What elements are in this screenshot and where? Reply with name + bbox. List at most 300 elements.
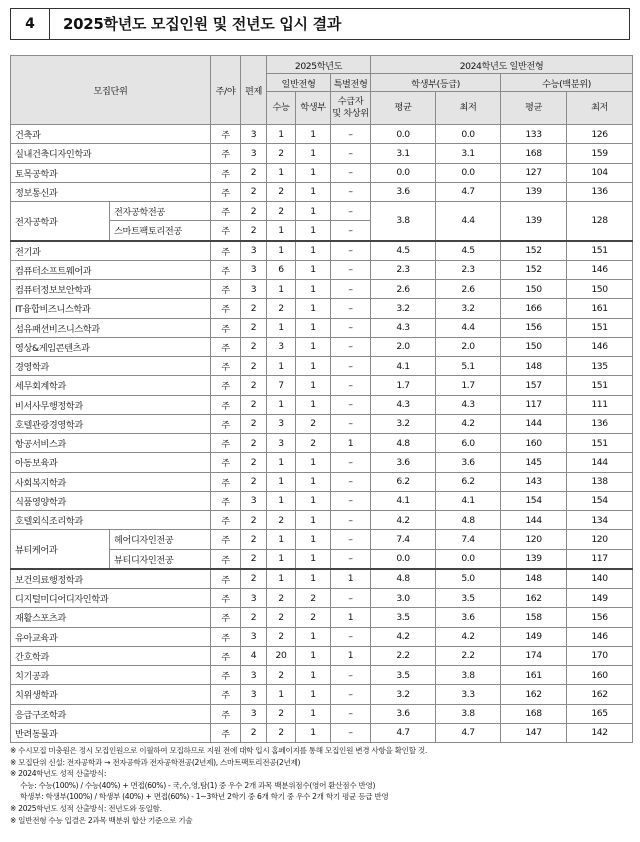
- quota-hakssaengbu: 1: [296, 163, 331, 182]
- major-name: 뷰티디자인전공: [110, 549, 211, 569]
- table-row: [11, 511, 633, 530]
- suneung-min: 151: [567, 376, 633, 395]
- quota-special: 1: [331, 569, 371, 589]
- day-night: 주: [211, 241, 241, 261]
- major-name: 전자공학전공: [110, 202, 211, 221]
- quota-special: –: [331, 511, 371, 530]
- day-night: 주: [211, 260, 241, 279]
- suneung-min: 165: [567, 704, 633, 723]
- quota-hakssaengbu: 1: [296, 569, 331, 589]
- header-suneung-avg: 평균: [501, 92, 567, 125]
- record-min: 1.7: [436, 376, 501, 395]
- dept-name: 경영학과: [11, 357, 211, 376]
- suneung-avg: 154: [501, 491, 567, 510]
- record-avg: 4.1: [371, 491, 436, 510]
- suneung-avg: 139: [501, 202, 567, 241]
- dept-name: 항공서비스과: [11, 434, 211, 453]
- years: 2: [241, 530, 267, 549]
- record-min: 4.4: [436, 202, 501, 241]
- quota-suneung: 1: [267, 530, 296, 549]
- header-general: 일반전형: [267, 74, 331, 92]
- day-night: 주: [211, 144, 241, 163]
- quota-special: –: [331, 299, 371, 318]
- record-min: 4.2: [436, 627, 501, 646]
- dept-name: 정보통신과: [11, 182, 211, 201]
- record-min: 3.6: [436, 608, 501, 627]
- record-avg: 4.1: [371, 357, 436, 376]
- suneung-min: 144: [567, 453, 633, 472]
- footnote: 학생부: 학생부(100%) / 학생부 (40%) + 면접(60%) - 1~3학년 2학기 중 6개 학기 중 우수 2개 학기 평균 등급 반영: [20, 792, 389, 802]
- day-night: 주: [211, 337, 241, 356]
- suneung-min: 156: [567, 608, 633, 627]
- quota-hakssaengbu: 2: [296, 589, 331, 608]
- quota-suneung: 1: [267, 549, 296, 569]
- years: 3: [241, 260, 267, 279]
- dept-name: 컴퓨터정보보안학과: [11, 280, 211, 299]
- quota-special: –: [331, 395, 371, 414]
- years: 2: [241, 202, 267, 221]
- years: 2: [241, 608, 267, 627]
- years: 2: [241, 299, 267, 318]
- record-avg: 3.2: [371, 685, 436, 704]
- record-min: 3.3: [436, 685, 501, 704]
- table-row: [11, 608, 633, 627]
- quota-special: –: [331, 144, 371, 163]
- years: 2: [241, 376, 267, 395]
- years: 2: [241, 569, 267, 589]
- table-row: [11, 318, 633, 337]
- quota-suneung: 2: [267, 704, 296, 723]
- day-night: 주: [211, 125, 241, 144]
- quota-suneung: 1: [267, 163, 296, 182]
- suneung-avg: 144: [501, 511, 567, 530]
- dept-name: 호텔관광경영학과: [11, 414, 211, 433]
- record-min: 4.7: [436, 182, 501, 201]
- day-night: 주: [211, 202, 241, 221]
- quota-hakssaengbu: 1: [296, 395, 331, 414]
- suneung-min: 159: [567, 144, 633, 163]
- suneung-min: 149: [567, 589, 633, 608]
- quota-special: –: [331, 666, 371, 685]
- record-avg: 3.1: [371, 144, 436, 163]
- record-min: 2.0: [436, 337, 501, 356]
- suneung-avg: 158: [501, 608, 567, 627]
- record-min: 5.0: [436, 569, 501, 589]
- dept-name: 섬유패션비즈니스학과: [11, 318, 211, 337]
- quota-suneung: 1: [267, 472, 296, 491]
- quota-hakssaengbu: 1: [296, 627, 331, 646]
- record-avg: 3.5: [371, 608, 436, 627]
- quota-special: –: [331, 202, 371, 221]
- day-night: 주: [211, 395, 241, 414]
- suneung-avg: 127: [501, 163, 567, 182]
- years: 3: [241, 685, 267, 704]
- quota-hakssaengbu: 1: [296, 144, 331, 163]
- table-row: [11, 685, 633, 704]
- record-avg: 7.4: [371, 530, 436, 549]
- record-min: 4.7: [436, 723, 501, 742]
- day-night: 주: [211, 182, 241, 201]
- suneung-min: 126: [567, 125, 633, 144]
- table-row: [11, 357, 633, 376]
- table-body: [11, 125, 633, 743]
- day-night: 주: [211, 376, 241, 395]
- quota-special: –: [331, 491, 371, 510]
- day-night: 주: [211, 723, 241, 742]
- section-number: 4: [11, 9, 50, 39]
- quota-hakssaengbu: 1: [296, 318, 331, 337]
- record-avg: 4.8: [371, 434, 436, 453]
- record-min: 5.1: [436, 357, 501, 376]
- record-min: 4.3: [436, 395, 501, 414]
- header-hakssaengbu: 학생부: [296, 92, 331, 125]
- table-row: [11, 530, 633, 549]
- suneung-avg: 150: [501, 337, 567, 356]
- suneung-min: 142: [567, 723, 633, 742]
- suneung-avg: 166: [501, 299, 567, 318]
- day-night: 주: [211, 704, 241, 723]
- quota-suneung: 3: [267, 414, 296, 433]
- day-night: 주: [211, 608, 241, 627]
- quota-special: –: [331, 627, 371, 646]
- section-title: 2025학년도 모집인원 및 전년도 입시 결과: [63, 15, 342, 33]
- quota-special: –: [331, 704, 371, 723]
- quota-suneung: 2: [267, 666, 296, 685]
- suneung-min: 146: [567, 260, 633, 279]
- record-min: 3.1: [436, 144, 501, 163]
- years: 2: [241, 472, 267, 491]
- dept-name: 호텔외식조리학과: [11, 511, 211, 530]
- years: 3: [241, 704, 267, 723]
- quota-special: –: [331, 163, 371, 182]
- suneung-avg: 145: [501, 453, 567, 472]
- record-min: 0.0: [436, 549, 501, 569]
- quota-suneung: 1: [267, 685, 296, 704]
- table-row: [11, 627, 633, 646]
- suneung-min: 161: [567, 299, 633, 318]
- years: 3: [241, 491, 267, 510]
- day-night: 주: [211, 414, 241, 433]
- suneung-min: 135: [567, 357, 633, 376]
- dept-name: 보건의료행정학과: [11, 569, 211, 589]
- header-record-avg: 평균: [371, 92, 436, 125]
- quota-hakssaengbu: 2: [296, 608, 331, 627]
- quota-hakssaengbu: 1: [296, 357, 331, 376]
- day-night: 주: [211, 434, 241, 453]
- suneung-avg: 168: [501, 144, 567, 163]
- record-min: 3.5: [436, 589, 501, 608]
- quota-hakssaengbu: 1: [296, 299, 331, 318]
- dept-name: 건축과: [11, 125, 211, 144]
- years: 3: [241, 125, 267, 144]
- table-row: [11, 395, 633, 414]
- dept-name: 토목공학과: [11, 163, 211, 182]
- suneung-avg: 162: [501, 685, 567, 704]
- suneung-avg: 161: [501, 666, 567, 685]
- record-avg: 1.7: [371, 376, 436, 395]
- header-suneung: 수능: [267, 92, 296, 125]
- quota-hakssaengbu: 1: [296, 376, 331, 395]
- record-avg: 3.6: [371, 182, 436, 201]
- header-day-night: 주/야: [211, 56, 241, 125]
- years: 2: [241, 357, 267, 376]
- suneung-min: 136: [567, 182, 633, 201]
- record-avg: 4.8: [371, 569, 436, 589]
- record-avg: 6.2: [371, 472, 436, 491]
- section-title-bar: [10, 8, 630, 40]
- header-suneung-min: 최저: [567, 92, 633, 125]
- table-row: [11, 704, 633, 723]
- suneung-avg: 147: [501, 723, 567, 742]
- suneung-min: 162: [567, 685, 633, 704]
- quota-hakssaengbu: 1: [296, 666, 331, 685]
- quota-hakssaengbu: 1: [296, 472, 331, 491]
- suneung-avg: 160: [501, 434, 567, 453]
- suneung-min: 117: [567, 549, 633, 569]
- header-special: 특별전형: [331, 74, 371, 92]
- suneung-min: 170: [567, 646, 633, 665]
- years: 4: [241, 646, 267, 665]
- suneung-min: 146: [567, 627, 633, 646]
- years: 2: [241, 318, 267, 337]
- suneung-min: 151: [567, 241, 633, 261]
- record-min: 3.2: [436, 299, 501, 318]
- quota-suneung: 1: [267, 221, 296, 241]
- day-night: 주: [211, 299, 241, 318]
- header-2024: 2024학년도 일반전형: [371, 56, 633, 74]
- day-night: 주: [211, 280, 241, 299]
- record-min: 3.8: [436, 704, 501, 723]
- quota-special: –: [331, 472, 371, 491]
- suneung-avg: 117: [501, 395, 567, 414]
- record-min: 2.3: [436, 260, 501, 279]
- quota-suneung: 2: [267, 144, 296, 163]
- quota-hakssaengbu: 1: [296, 337, 331, 356]
- record-avg: 3.6: [371, 453, 436, 472]
- suneung-min: 160: [567, 666, 633, 685]
- record-avg: 2.6: [371, 280, 436, 299]
- quota-special: –: [331, 530, 371, 549]
- quota-suneung: 1: [267, 318, 296, 337]
- quota-special: –: [331, 182, 371, 201]
- quota-hakssaengbu: 2: [296, 414, 331, 433]
- header-grade: 편제: [241, 56, 267, 125]
- table-row: [11, 202, 633, 221]
- quota-special: 1: [331, 608, 371, 627]
- record-min: 3.6: [436, 453, 501, 472]
- record-avg: 2.2: [371, 646, 436, 665]
- record-avg: 4.2: [371, 511, 436, 530]
- day-night: 주: [211, 646, 241, 665]
- suneung-avg: 150: [501, 280, 567, 299]
- quota-suneung: 2: [267, 589, 296, 608]
- day-night: 주: [211, 685, 241, 704]
- record-min: 6.2: [436, 472, 501, 491]
- record-avg: 0.0: [371, 125, 436, 144]
- quota-suneung: 2: [267, 202, 296, 221]
- dept-name: 실내건축디자인학과: [11, 144, 211, 163]
- quota-special: –: [331, 260, 371, 279]
- quota-special: –: [331, 589, 371, 608]
- dept-name: 치위생학과: [11, 685, 211, 704]
- quota-hakssaengbu: 1: [296, 202, 331, 221]
- quota-special: 1: [331, 434, 371, 453]
- quota-special: –: [331, 549, 371, 569]
- record-avg: 3.2: [371, 414, 436, 433]
- table-row: [11, 241, 633, 261]
- table-row: [11, 280, 633, 299]
- quota-suneung: 2: [267, 299, 296, 318]
- quota-hakssaengbu: 1: [296, 241, 331, 261]
- record-avg: 3.5: [371, 666, 436, 685]
- quota-special: –: [331, 280, 371, 299]
- suneung-avg: 148: [501, 569, 567, 589]
- quota-suneung: 1: [267, 453, 296, 472]
- suneung-avg: 120: [501, 530, 567, 549]
- record-min: 2.6: [436, 280, 501, 299]
- suneung-avg: 144: [501, 414, 567, 433]
- years: 3: [241, 144, 267, 163]
- dept-name: 사회복지학과: [11, 472, 211, 491]
- years: 2: [241, 163, 267, 182]
- suneung-avg: 152: [501, 241, 567, 261]
- record-min: 4.4: [436, 318, 501, 337]
- record-avg: 0.0: [371, 163, 436, 182]
- quota-hakssaengbu: 1: [296, 125, 331, 144]
- quota-special: –: [331, 221, 371, 241]
- quota-suneung: 2: [267, 511, 296, 530]
- quota-suneung: 3: [267, 434, 296, 453]
- quota-hakssaengbu: 1: [296, 685, 331, 704]
- years: 2: [241, 549, 267, 569]
- quota-hakssaengbu: 1: [296, 260, 331, 279]
- table-row: [11, 453, 633, 472]
- quota-suneung: 20: [267, 646, 296, 665]
- suneung-min: 134: [567, 511, 633, 530]
- dept-name: 간호학과: [11, 646, 211, 665]
- quota-hakssaengbu: 1: [296, 453, 331, 472]
- footnote: ※ 모집단위 신설: 전자공학과 → 전자공학과 전자공학전공(2년제), 스마트팩토리전공(2년제): [10, 757, 301, 767]
- suneung-avg: 149: [501, 627, 567, 646]
- record-avg: 4.2: [371, 627, 436, 646]
- day-night: 주: [211, 163, 241, 182]
- quota-special: –: [331, 125, 371, 144]
- table-row: [11, 589, 633, 608]
- table-row: [11, 125, 633, 144]
- footnote: ※ 2025학년도 성적 산출방식: 전년도와 동일함.: [10, 803, 162, 813]
- suneung-avg: 157: [501, 376, 567, 395]
- header-suneung-percentile: 수능(백분위): [501, 74, 633, 92]
- record-min: 4.5: [436, 241, 501, 261]
- record-avg: 4.7: [371, 723, 436, 742]
- suneung-min: 154: [567, 491, 633, 510]
- quota-suneung: 1: [267, 569, 296, 589]
- major-name: 헤어디자인전공: [110, 530, 211, 549]
- major-name: 스마트팩토리전공: [110, 221, 211, 241]
- quota-special: –: [331, 376, 371, 395]
- record-avg: 3.6: [371, 704, 436, 723]
- dept-name: 재활스포츠과: [11, 608, 211, 627]
- years: 2: [241, 221, 267, 241]
- table-row: [11, 646, 633, 665]
- header-basic-living: 수급자 및 차상위: [331, 92, 371, 125]
- suneung-min: 120: [567, 530, 633, 549]
- suneung-avg: 162: [501, 589, 567, 608]
- day-night: 주: [211, 318, 241, 337]
- suneung-avg: 143: [501, 472, 567, 491]
- footnote: ※ 2024학년도 성적 산출방식:: [10, 769, 107, 779]
- quota-hakssaengbu: 1: [296, 491, 331, 510]
- quota-hakssaengbu: 1: [296, 182, 331, 201]
- years: 3: [241, 627, 267, 646]
- day-night: 주: [211, 549, 241, 569]
- quota-suneung: 1: [267, 491, 296, 510]
- quota-hakssaengbu: 2: [296, 434, 331, 453]
- dept-name: 아동보육과: [11, 453, 211, 472]
- suneung-min: 128: [567, 202, 633, 241]
- quota-special: –: [331, 723, 371, 742]
- years: 3: [241, 589, 267, 608]
- day-night: 주: [211, 491, 241, 510]
- dept-name: 세무회계학과: [11, 376, 211, 395]
- record-min: 4.2: [436, 414, 501, 433]
- quota-suneung: 1: [267, 280, 296, 299]
- quota-hakssaengbu: 1: [296, 646, 331, 665]
- table-row: [11, 376, 633, 395]
- quota-suneung: 1: [267, 395, 296, 414]
- suneung-min: 151: [567, 434, 633, 453]
- table-row: [11, 666, 633, 685]
- dept-name: 치기공과: [11, 666, 211, 685]
- record-avg: 3.8: [371, 202, 436, 241]
- table-row: [11, 723, 633, 742]
- suneung-min: 146: [567, 337, 633, 356]
- quota-special: –: [331, 357, 371, 376]
- table-row: [11, 182, 633, 201]
- quota-suneung: 6: [267, 260, 296, 279]
- quota-special: –: [331, 337, 371, 356]
- dept-name: 영상&게임콘텐츠과: [11, 337, 211, 356]
- quota-special: –: [331, 414, 371, 433]
- quota-suneung: 1: [267, 241, 296, 261]
- quota-suneung: 1: [267, 125, 296, 144]
- record-avg: 3.0: [371, 589, 436, 608]
- quota-special: –: [331, 318, 371, 337]
- record-min: 4.1: [436, 491, 501, 510]
- day-night: 주: [211, 530, 241, 549]
- day-night: 주: [211, 357, 241, 376]
- suneung-avg: 152: [501, 260, 567, 279]
- header-record-grade: 학생부(등급): [371, 74, 501, 92]
- record-avg: 4.5: [371, 241, 436, 261]
- dept-name: IT융합비즈니스학과: [11, 299, 211, 318]
- record-avg: 4.3: [371, 318, 436, 337]
- day-night: 주: [211, 589, 241, 608]
- quota-hakssaengbu: 1: [296, 530, 331, 549]
- dept-name: 응급구조학과: [11, 704, 211, 723]
- quota-suneung: 2: [267, 608, 296, 627]
- suneung-min: 111: [567, 395, 633, 414]
- day-night: 주: [211, 472, 241, 491]
- suneung-min: 150: [567, 280, 633, 299]
- footnote: ※ 수시모집 미충원은 정시 모집인원으로 이월하여 모집하므로 지원 전에 대학 입시 홈페이지를 통해 모집인원 변경 사항을 확인할 것.: [10, 746, 427, 755]
- years: 2: [241, 453, 267, 472]
- dept-name: 디지털미디어디자인학과: [11, 589, 211, 608]
- years: 3: [241, 241, 267, 261]
- record-min: 3.8: [436, 666, 501, 685]
- quota-hakssaengbu: 1: [296, 723, 331, 742]
- header-record-min: 최저: [436, 92, 501, 125]
